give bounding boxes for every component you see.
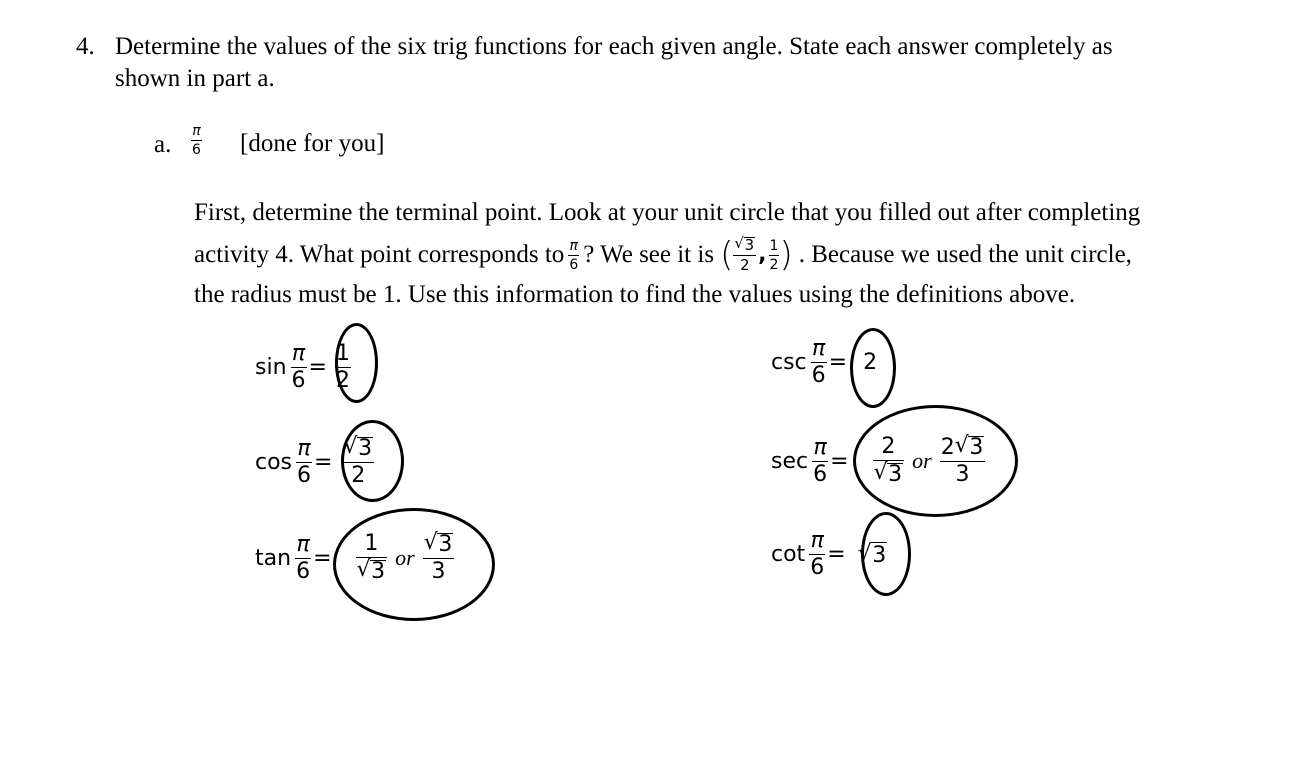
csc-answer-circle bbox=[850, 328, 896, 408]
tan-value-b: √ 3 3 bbox=[423, 530, 453, 584]
sec-answer-circle bbox=[853, 405, 1018, 517]
sin-row: sin $\frac{\pi}{6}$ = $\frac{1}{2}$ bbox=[255, 341, 350, 393]
sec-value-b: 2 √ 3 3 bbox=[940, 433, 984, 487]
tan-answer-circle bbox=[333, 508, 495, 621]
tan-value-a: 1 √ 3 bbox=[356, 531, 386, 584]
inline-angle-num: π bbox=[569, 237, 578, 254]
angle-numerator: π bbox=[192, 123, 201, 139]
part-label: a. bbox=[154, 131, 172, 158]
sin-answer-circle bbox=[335, 323, 378, 403]
tan-or: or bbox=[395, 545, 415, 570]
sec-or: or bbox=[912, 448, 932, 473]
sec-row: sec $\frac{\pi}{6}$ = 2 √ 3 or 2 √ 3 3 bbox=[771, 433, 984, 487]
explanation-line2 bbox=[194, 232, 1132, 278]
inline-angle bbox=[568, 239, 579, 272]
sin-value: $\frac{1}{2}$ bbox=[335, 341, 350, 393]
csc-row: csc $\frac{\pi}{6}$ = 2 bbox=[771, 336, 878, 388]
cot-value: √ 3 bbox=[857, 540, 887, 568]
angle-denominator: 6 bbox=[192, 142, 201, 158]
explanation-line2-c: . Because we used the unit circle, bbox=[798, 241, 1132, 268]
part-note: [done for you] bbox=[240, 130, 385, 157]
problem-number: 4. bbox=[76, 33, 95, 60]
explanation-line2-a: activity 4. What point corresponds to bbox=[194, 241, 565, 268]
explanation-line1: First, determine the terminal point. Look at your unit circle that you filled out after completing bbox=[194, 199, 1141, 226]
cos-label: cos bbox=[255, 449, 293, 475]
terminal-point: ( √ 3 2 , $\frac{1}{2}$ ) bbox=[720, 234, 793, 275]
cos-row: cos $\frac{\pi}{6}$ = √ 3 2 bbox=[255, 434, 373, 488]
tan-label: tan bbox=[255, 545, 292, 571]
problem-text-line2: shown in part a. bbox=[115, 65, 275, 92]
cot-label: cot bbox=[771, 542, 806, 567]
cot-answer-circle bbox=[861, 512, 911, 596]
cot-row: cot $\frac{\pi}{6}$ = √ 3 bbox=[771, 528, 887, 580]
cos-answer-circle bbox=[341, 420, 404, 502]
sec-value-a: 2 √ 3 bbox=[873, 434, 903, 487]
point-y: $\frac{1}{2}$ bbox=[769, 237, 779, 273]
cos-value: √ 3 2 bbox=[343, 434, 373, 488]
tan-row: tan $\frac{\pi}{6}$ = 1 √ 3 or √ 3 3 bbox=[255, 530, 453, 584]
inline-angle-den: 6 bbox=[569, 256, 579, 273]
part-angle bbox=[191, 124, 202, 157]
explanation-line3: the radius must be 1. Use this information to find the values using the definitions above. bbox=[194, 281, 1076, 308]
csc-label: csc bbox=[771, 350, 807, 375]
explanation-line2-b: ? We see it is bbox=[583, 241, 715, 268]
sec-label: sec bbox=[771, 448, 809, 474]
csc-value: 2 bbox=[863, 350, 878, 375]
sin-label: sin bbox=[255, 355, 287, 380]
point-x: √ 3 2 bbox=[734, 234, 755, 274]
problem-text-line1: Determine the values of the six trig functions for each given angle. State each answer completely as bbox=[115, 33, 1113, 60]
